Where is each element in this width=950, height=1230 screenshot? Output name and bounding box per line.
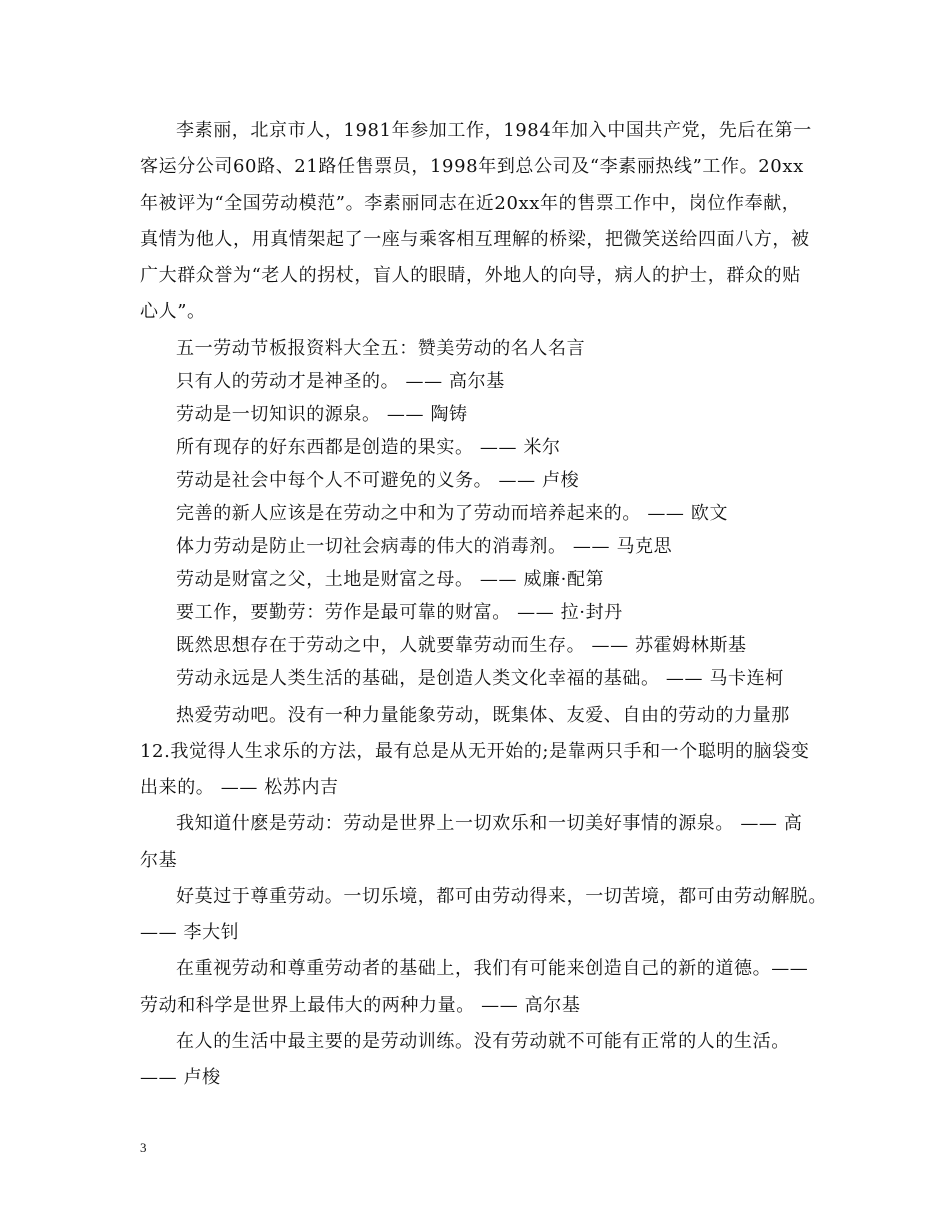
quote-line: 完善的新人应该是在劳动之中和为了劳动而培养起来的。 —— 欧文 bbox=[176, 503, 729, 524]
paragraph-line: 心人”。 bbox=[140, 301, 206, 322]
quote-line: 好莫过于尊重劳动。一切乐境，都可由劳动得来，一切苦境，都可由劳动解脱。 bbox=[176, 886, 827, 907]
paragraph-line: 客运分公司60路、21路任售票员，1998年到总公司及“李素丽热线”工作。20xx bbox=[140, 156, 804, 177]
quote-line: 劳动和科学是世界上最伟大的两种力量。 —— 高尔基 bbox=[140, 995, 581, 1016]
section-heading: 五一劳动节板报资料大全五：赞美劳动的名人名言 bbox=[176, 338, 586, 359]
quote-line: 劳动是一切知识的源泉。 —— 陶铸 bbox=[176, 404, 468, 425]
paragraph-line: 真情为他人，用真情架起了一座与乘客相互理解的桥梁，把微笑送给四面八方，被 bbox=[140, 229, 810, 250]
paragraph-line: 年被评为“全国劳动模范”。李素丽同志在近20xx年的售票工作中，岗位作奉献， bbox=[140, 193, 801, 214]
quote-line: 我知道什麽是劳动：劳动是世界上一切欢乐和一切美好事情的源泉。 —— 高 bbox=[176, 813, 803, 834]
page-number: 3 bbox=[140, 1140, 147, 1155]
quote-line: 在人的生活中最主要的是劳动训练。没有劳动就不可能有正常的人的生活。 bbox=[176, 1031, 790, 1052]
quote-line: —— 李大钊 bbox=[140, 922, 240, 943]
quote-line: 要工作，要勤劳：劳作是最可靠的财富。 —— 拉·封丹 bbox=[176, 602, 623, 623]
quote-line: 只有人的劳动才是神圣的。 —— 高尔基 bbox=[176, 371, 505, 392]
quote-line: 劳动永远是人类生活的基础，是创造人类文化幸福的基础。 —— 马卡连柯 bbox=[176, 668, 784, 689]
quote-line: 劳动是社会中每个人不可避免的义务。 —— 卢梭 bbox=[176, 470, 580, 491]
quote-line: 体力劳动是防止一切社会病毒的伟大的消毒剂。 —— 马克思 bbox=[176, 536, 673, 557]
quote-line: 12.我觉得人生求乐的方法，最有总是从无开始的;是靠两只手和一个聪明的脑袋变 bbox=[140, 741, 810, 762]
paragraph-line: 李素丽，北京市人，1981年参加工作，1984年加入中国共产党，先后在第一 bbox=[176, 120, 812, 141]
quote-line: 劳动是财富之父，土地是财富之母。 —— 威廉·配第 bbox=[176, 569, 605, 590]
quote-line: 在重视劳动和尊重劳动者的基础上，我们有可能来创造自己的新的道德。—— bbox=[176, 958, 809, 979]
quote-line: 热爱劳动吧。没有一种力量能象劳动，既集体、友爱、自由的劳动的力量那 bbox=[176, 705, 790, 726]
quote-line: 既然思想存在于劳动之中，人就要靠劳动而生存。 —— 苏霍姆林斯基 bbox=[176, 635, 747, 656]
quote-line: —— 卢梭 bbox=[140, 1067, 221, 1088]
quote-line: 尔基 bbox=[140, 850, 178, 871]
quote-line: 所有现存的好东西都是创造的果实。 —— 米尔 bbox=[176, 437, 561, 458]
quote-line: 出来的。 —— 松苏内吉 bbox=[140, 777, 339, 798]
paragraph-line: 广大群众誉为“老人的拐杖，盲人的眼睛，外地人的向导，病人的护士，群众的贴 bbox=[140, 265, 801, 286]
